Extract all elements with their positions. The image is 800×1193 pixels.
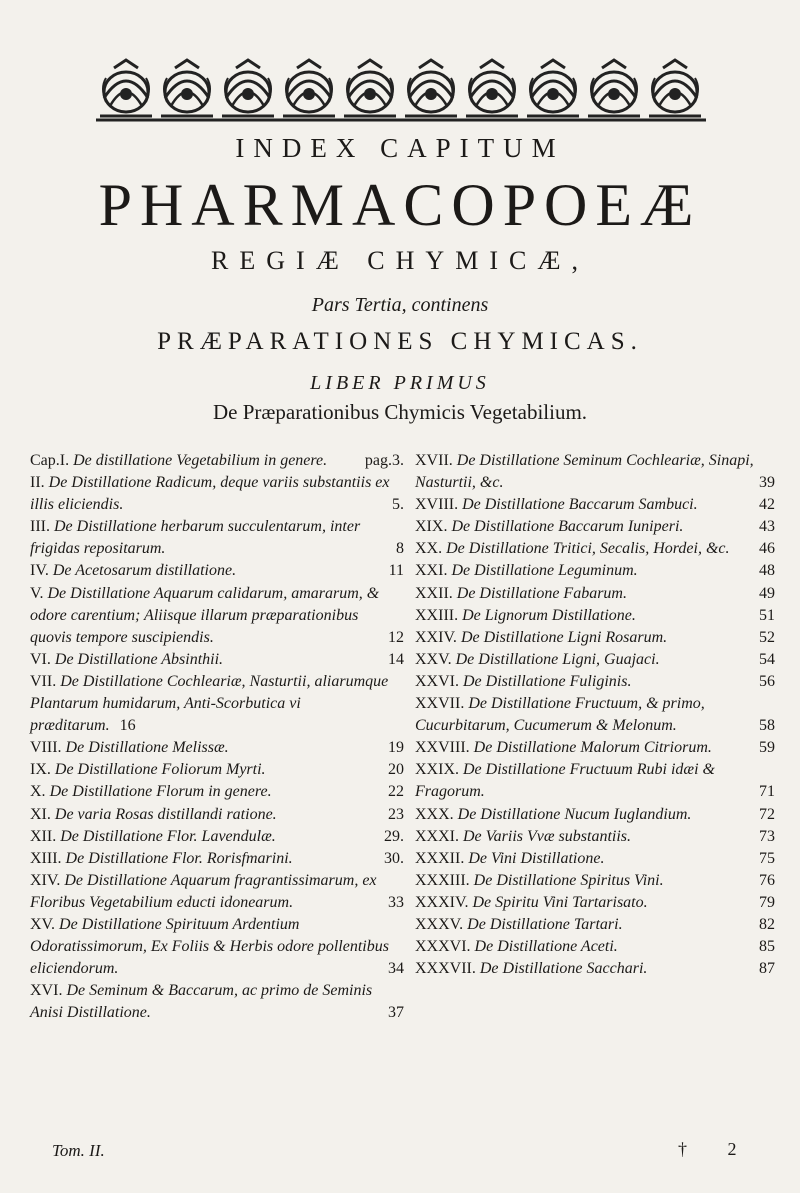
index-entry bbox=[30, 560, 404, 582]
index-entry bbox=[30, 826, 404, 848]
page-number: 11 bbox=[388, 562, 404, 580]
index-entry bbox=[415, 936, 775, 958]
page-number: 19 bbox=[388, 739, 404, 757]
chapter-title: De Distillatione Baccarum Iuniperi. bbox=[451, 518, 684, 536]
page-number: 48 bbox=[759, 562, 775, 580]
page-number: 37 bbox=[388, 1004, 404, 1022]
chapter-number: XXX. bbox=[415, 805, 454, 823]
index-entry bbox=[30, 516, 404, 560]
page-number: 30. bbox=[384, 849, 404, 867]
volume-signature: Tom. II. bbox=[52, 1141, 105, 1160]
chapter-number: XXVII. bbox=[415, 695, 465, 713]
index-entry bbox=[415, 494, 775, 516]
chapter-title: De Distillatione Aquarum calidarum, amararum, & odore carentium; Aliisque illarum præparationibus quovis tempore suscipiendis. bbox=[30, 584, 380, 646]
index-entry bbox=[30, 848, 404, 870]
chapter-title: De Distillatione Spiritus Vini. bbox=[473, 871, 664, 889]
page-number: 23 bbox=[388, 805, 404, 823]
chapter-title: De Distillatione Flor. Rorisfmarini. bbox=[65, 849, 293, 867]
chapter-title: De Lignorum Distillatione. bbox=[462, 606, 636, 624]
chapter-number: XXIII. bbox=[415, 606, 459, 624]
chapter-number: IX. bbox=[30, 761, 51, 779]
chapter-number: V. bbox=[30, 584, 44, 602]
chapter-number: VII. bbox=[30, 672, 57, 690]
chapter-number: XXXIV. bbox=[415, 893, 469, 911]
index-entry bbox=[30, 671, 404, 737]
page-number: 71 bbox=[759, 783, 775, 801]
chapter-title: De Distillatione Tartari. bbox=[467, 915, 623, 933]
index-entry bbox=[30, 472, 404, 516]
index-entry bbox=[30, 781, 404, 803]
chapter-title: De Distillatione Malorum Citriorum. bbox=[473, 739, 712, 757]
chapter-number: XXXIII. bbox=[415, 871, 470, 889]
index-entry bbox=[415, 759, 775, 803]
chapter-number: Cap.I. bbox=[30, 452, 70, 469]
page-number: 76 bbox=[759, 871, 775, 889]
chapter-number: XIX. bbox=[415, 518, 448, 536]
index-entry bbox=[415, 583, 775, 605]
chapter-number: XIII. bbox=[30, 849, 62, 867]
index-entry bbox=[30, 649, 404, 671]
chapter-title: De Distillatione Ligni, Guajaci. bbox=[455, 650, 660, 668]
section-description: De Præparationibus Chymicis Vegetabilium. bbox=[212, 400, 588, 424]
page-number: pag.3. bbox=[364, 452, 404, 469]
chapter-title: De distillatione Vegetabilium in genere. bbox=[73, 452, 328, 469]
index-entry bbox=[30, 450, 404, 472]
index-entry bbox=[415, 737, 775, 759]
chapter-number: VIII. bbox=[30, 739, 62, 757]
chapter-number: XII. bbox=[30, 827, 57, 845]
index-entry bbox=[415, 914, 775, 936]
chapter-title: De Distillatione Foliorum Myrti. bbox=[54, 761, 266, 779]
chapter-number: XXIX. bbox=[415, 761, 459, 779]
chapter-title: De Distillatione Absinthii. bbox=[54, 650, 224, 668]
praeparationes-heading: PRÆPARATIONES CHYMICAS. bbox=[157, 328, 643, 355]
page-number: 73 bbox=[759, 827, 775, 845]
liber-heading: LIBER PRIMUS bbox=[310, 372, 490, 394]
chapter-number: XXXII. bbox=[415, 849, 465, 867]
page-number: 85 bbox=[759, 938, 775, 956]
page-number: 51 bbox=[759, 606, 775, 624]
chapter-title: De Distillatione Spirituum Ardentium Odoratissimorum, Ex Foliis & Herbis odore pollentibus eliciendorum. bbox=[30, 915, 389, 978]
index-entry bbox=[415, 848, 775, 870]
chapter-number: XX. bbox=[415, 540, 443, 558]
page-number: 72 bbox=[759, 805, 775, 823]
chapter-title: De Distillatione Sacchari. bbox=[479, 960, 648, 978]
chapter-title: De Distillatione Baccarum Sambuci. bbox=[462, 496, 698, 514]
page-number: 43 bbox=[759, 518, 775, 536]
printer-signature-mark: † 2 bbox=[678, 1139, 755, 1159]
chapter-number: VI. bbox=[30, 650, 51, 668]
index-entry bbox=[415, 605, 775, 627]
chapter-title: De Distillatione Nucum Iuglandium. bbox=[457, 805, 692, 823]
chapter-number: XVIII. bbox=[415, 496, 459, 514]
chapter-number: XXXVI. bbox=[415, 938, 471, 956]
page-number: 42 bbox=[759, 496, 775, 514]
chapter-number: XXV. bbox=[415, 650, 452, 668]
main-title: PHARMACOPOEÆ bbox=[98, 172, 702, 238]
index-entry bbox=[415, 516, 775, 538]
page-number: 16 bbox=[119, 717, 136, 735]
page-number: 8 bbox=[396, 540, 404, 558]
chapter-number: IV. bbox=[30, 562, 49, 580]
chapter-number: XXXVII. bbox=[415, 960, 476, 978]
sub-title: REGIÆ CHYMICÆ, bbox=[211, 246, 589, 275]
index-entry bbox=[415, 671, 775, 693]
chapter-title: De Acetosarum distillatione. bbox=[52, 562, 237, 580]
chapter-title: De Distillatione Aceti. bbox=[474, 938, 618, 956]
index-entry bbox=[30, 737, 404, 759]
page-number: 33 bbox=[388, 893, 404, 911]
index-entry bbox=[415, 450, 775, 494]
decorative-headpiece-ornament bbox=[96, 58, 706, 122]
page-number: 59 bbox=[759, 739, 775, 757]
chapter-title: De Vini Distillatione. bbox=[468, 849, 605, 867]
chapter-title: De Distillatione Fabarum. bbox=[456, 584, 627, 602]
chapter-title: De Distillatione Seminum Cochleariæ, Sinapi, Nasturtii, &c. bbox=[415, 452, 754, 492]
page-number: 56 bbox=[759, 672, 775, 690]
index-entry bbox=[30, 804, 404, 826]
chapter-number: III. bbox=[30, 518, 50, 536]
chapter-title: De Distillatione Flor. Lavendulæ. bbox=[60, 827, 276, 845]
page-number: 14 bbox=[388, 650, 404, 668]
index-entry bbox=[30, 759, 404, 781]
chapter-number: XXI. bbox=[415, 562, 448, 580]
index-entry bbox=[415, 826, 775, 848]
chapter-title: De Distillatione Cochleariæ, Nasturtii, aliarumque Plantarum humidarum, Anti-Scorbutica vi præditarum. bbox=[30, 672, 389, 735]
page-number: 34 bbox=[388, 960, 404, 978]
index-entry bbox=[30, 583, 404, 649]
chapter-title: De Distillatione Fructuum Rubi idæi & Fragorum. bbox=[415, 761, 715, 801]
chapter-title: De Seminum & Baccarum, ac primo de Seminis Anisi Distillatione. bbox=[30, 982, 373, 1022]
chapter-number: X. bbox=[30, 783, 46, 801]
index-entry bbox=[415, 538, 775, 560]
index-entry bbox=[415, 627, 775, 649]
chapter-number: XXXI. bbox=[415, 827, 459, 845]
page-number: 79 bbox=[759, 893, 775, 911]
chapter-number: XVII. bbox=[415, 452, 453, 469]
left-index-column bbox=[30, 450, 404, 1024]
chapter-number: XXXV. bbox=[415, 915, 464, 933]
index-entry bbox=[30, 914, 404, 980]
chapter-number: XIV. bbox=[30, 871, 61, 889]
chapter-title: De Variis Vvæ substantiis. bbox=[463, 827, 632, 845]
index-entry bbox=[415, 804, 775, 826]
page-number: 87 bbox=[759, 960, 775, 978]
chapter-number: XXIV. bbox=[415, 628, 457, 646]
chapter-number: XI. bbox=[30, 805, 51, 823]
index-entry bbox=[415, 870, 775, 892]
chapter-number: XVI. bbox=[30, 982, 63, 1000]
index-entry bbox=[415, 693, 775, 737]
chapter-title: De Distillatione Aquarum fragrantissimarum, ex Floribus Vegetabilium educti idonearum. bbox=[30, 871, 377, 911]
page-number: 52 bbox=[759, 628, 775, 646]
chapter-number: II. bbox=[30, 474, 45, 492]
chapter-title: De Distillatione herbarum succulentarum, inter frigidas repositarum. bbox=[30, 518, 361, 558]
page-number: 58 bbox=[759, 717, 775, 735]
page-number: 49 bbox=[759, 584, 775, 602]
chapter-title: De Distillatione Fructuum, & primo, Cucurbitarum, Cucumerum & Melonum. bbox=[415, 695, 705, 735]
page-number: 12 bbox=[388, 628, 404, 646]
chapter-number: XXII. bbox=[415, 584, 453, 602]
page-number: 82 bbox=[759, 915, 775, 933]
chapter-title: De Distillatione Fuliginis. bbox=[463, 672, 632, 690]
page-number: 75 bbox=[759, 849, 775, 867]
chapter-number: XXVIII. bbox=[415, 739, 470, 757]
chapter-number: XXVI. bbox=[415, 672, 459, 690]
index-entry bbox=[415, 958, 775, 980]
index-entry bbox=[415, 892, 775, 914]
chapter-title: De Spiritu Vini Tartarisato. bbox=[472, 893, 648, 911]
page-number: 5. bbox=[392, 496, 404, 514]
page-number: 29. bbox=[384, 827, 404, 845]
index-entry bbox=[30, 980, 404, 1024]
chapter-title: De Distillatione Ligni Rosarum. bbox=[460, 628, 668, 646]
chapter-title: De varia Rosas distillandi ratione. bbox=[54, 805, 277, 823]
chapter-title: De Distillatione Tritici, Secalis, Hordei, &c. bbox=[446, 540, 730, 558]
pars-line: Pars Tertia, continens bbox=[311, 294, 489, 316]
index-entry bbox=[30, 870, 404, 914]
page-number: 20 bbox=[388, 761, 404, 779]
page-number: 54 bbox=[759, 650, 775, 668]
chapter-number: XV. bbox=[30, 915, 56, 933]
page-number: 46 bbox=[759, 540, 775, 558]
index-entry bbox=[415, 649, 775, 671]
chapter-title: De Distillatione Florum in genere. bbox=[49, 783, 272, 801]
index-title: INDEX CAPITUM bbox=[235, 133, 565, 163]
page-number: 39 bbox=[759, 474, 775, 492]
page-number: 22 bbox=[388, 783, 404, 801]
index-entry bbox=[415, 560, 775, 582]
chapter-title: De Distillatione Leguminum. bbox=[451, 562, 638, 580]
chapter-title: De Distillatione Melissæ. bbox=[65, 739, 229, 757]
chapter-title: De Distillatione Radicum, deque variis substantiis ex illis eliciendis. bbox=[30, 474, 390, 514]
right-index-column bbox=[415, 450, 775, 980]
